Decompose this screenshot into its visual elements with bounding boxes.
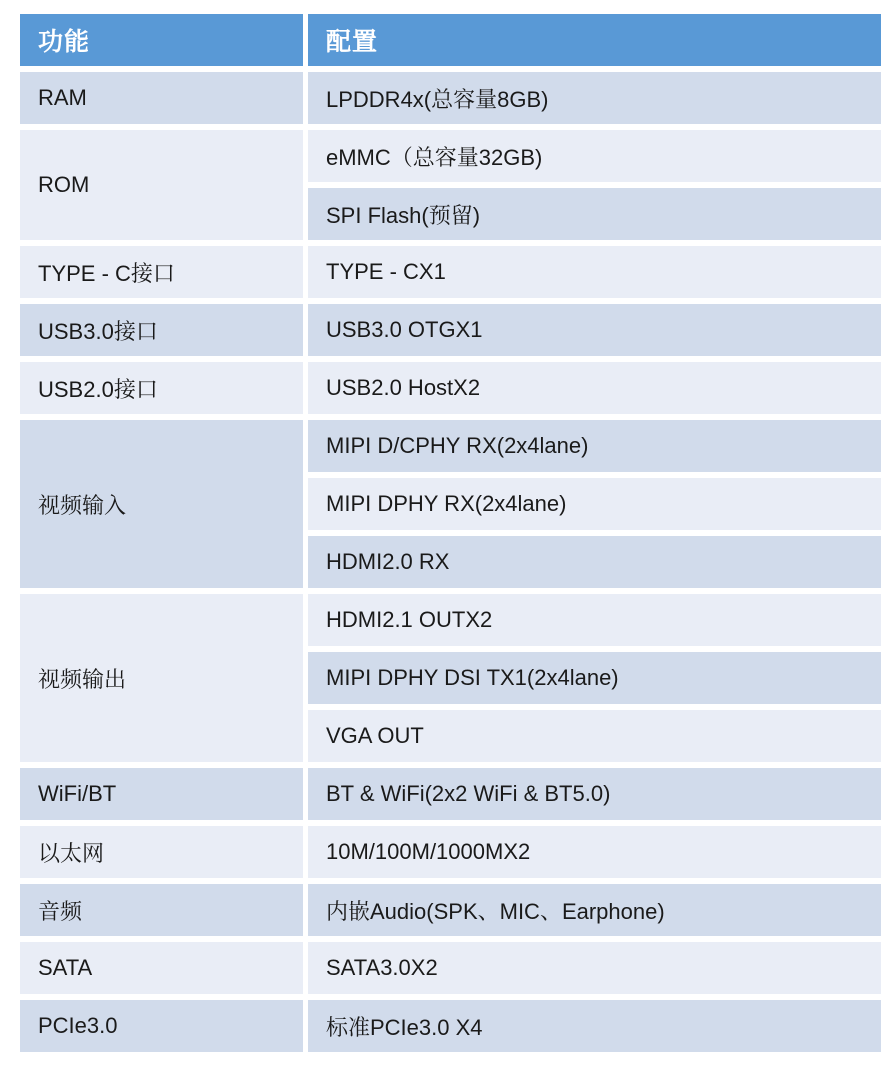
table-row: [20, 362, 881, 414]
table-row: [20, 594, 881, 646]
config-cell: HDMI2.0 RX: [308, 536, 881, 588]
function-cell: RAM: [20, 72, 303, 124]
function-cell: SATA: [20, 942, 303, 994]
function-cell: 视频输入: [20, 420, 303, 588]
table-row: [20, 1000, 881, 1052]
config-cell: USB3.0 OTGX1: [308, 304, 881, 356]
config-cell: 内嵌Audio(SPK、MIC、Earphone): [308, 884, 881, 936]
column-header-function: 功能: [20, 14, 303, 66]
config-cell: 标准PCIe3.0 X4: [308, 1000, 881, 1052]
table-row: [20, 884, 881, 936]
function-cell: 音频: [20, 884, 303, 936]
function-cell: PCIe3.0: [20, 1000, 303, 1052]
config-cell: eMMC（总容量32GB): [308, 130, 881, 182]
config-cell: SPI Flash(预留): [308, 188, 881, 240]
config-cell: USB2.0 HostX2: [308, 362, 881, 414]
config-cell: HDMI2.1 OUTX2: [308, 594, 881, 646]
config-cell: MIPI DPHY DSI TX1(2x4lane): [308, 652, 881, 704]
header-row: [20, 14, 881, 66]
config-cell: MIPI D/CPHY RX(2x4lane): [308, 420, 881, 472]
function-cell: ROM: [20, 130, 303, 240]
table-row: [20, 768, 881, 820]
config-cell: BT & WiFi(2x2 WiFi & BT5.0): [308, 768, 881, 820]
table-row: [20, 130, 881, 182]
column-header-config: 配置: [308, 14, 881, 66]
function-cell: 以太网: [20, 826, 303, 878]
config-cell: MIPI DPHY RX(2x4lane): [308, 478, 881, 530]
function-cell: TYPE - C接口: [20, 246, 303, 298]
function-cell: USB2.0接口: [20, 362, 303, 414]
config-cell: TYPE - CX1: [308, 246, 881, 298]
table-row: [20, 246, 881, 298]
table-row: [20, 826, 881, 878]
table-row: [20, 304, 881, 356]
function-cell: 视频输出: [20, 594, 303, 762]
config-cell: 10M/100M/1000MX2: [308, 826, 881, 878]
table-row: [20, 420, 881, 472]
function-cell: WiFi/BT: [20, 768, 303, 820]
config-cell: VGA OUT: [308, 710, 881, 762]
spec-table: [15, 8, 886, 1058]
config-cell: LPDDR4x(总容量8GB): [308, 72, 881, 124]
table-row: [20, 942, 881, 994]
function-cell: USB3.0接口: [20, 304, 303, 356]
config-cell: SATA3.0X2: [308, 942, 881, 994]
table-row: [20, 72, 881, 124]
